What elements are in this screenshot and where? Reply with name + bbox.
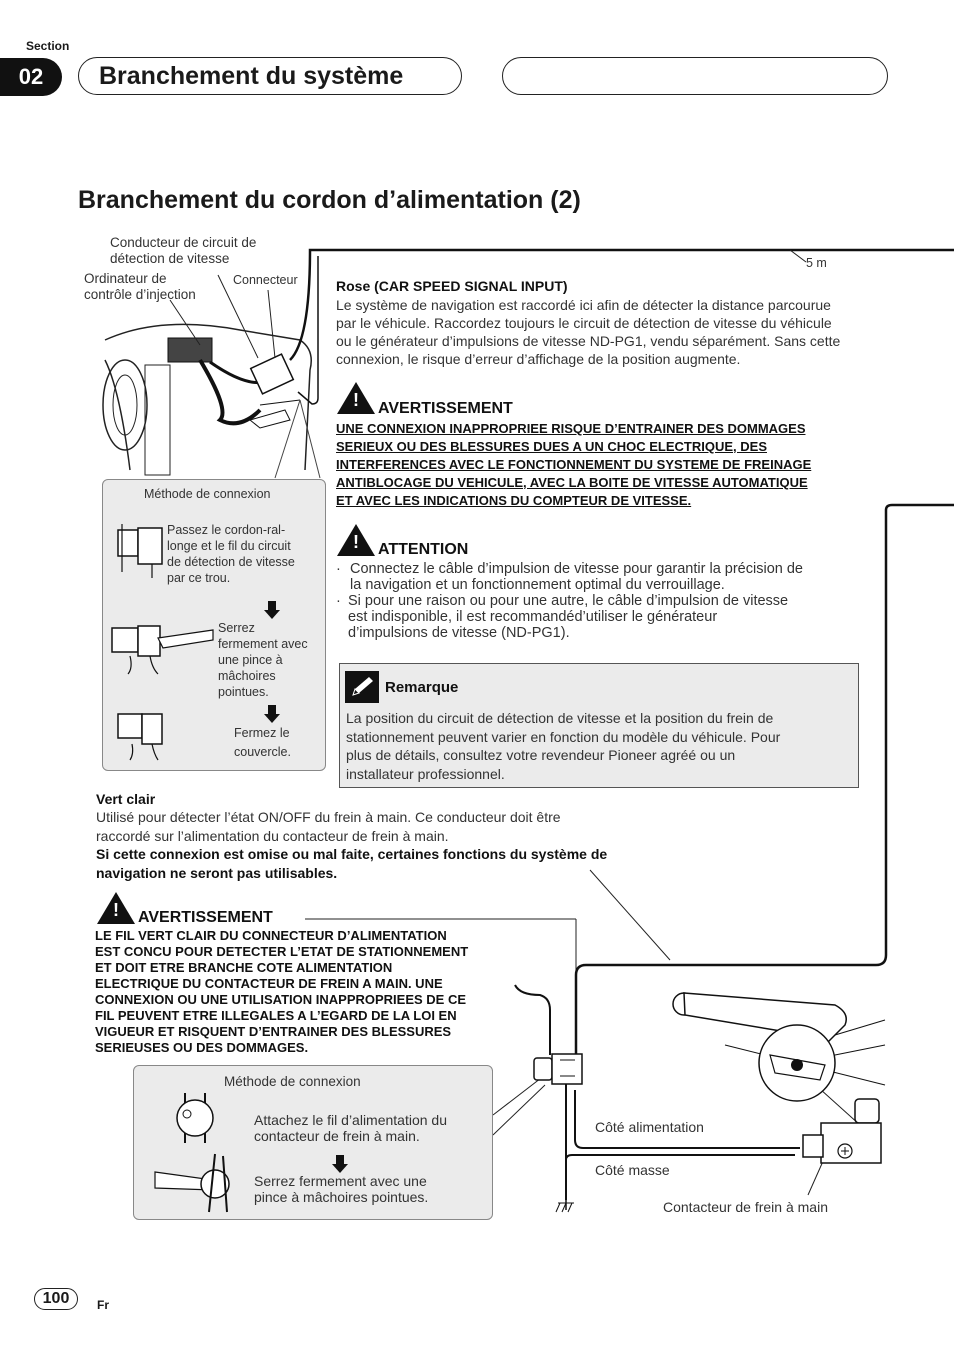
handbrake-illustration [665, 985, 895, 1095]
label-connector: Connecteur [233, 273, 298, 287]
page-number: 100 [34, 1288, 78, 1310]
step3-top-text: Fermez le couvercle. [234, 726, 291, 759]
language-code: Fr [97, 1298, 109, 1312]
wire-attach-illustration [165, 1088, 225, 1148]
warning2-title: AVERTISSEMENT [138, 909, 273, 926]
step2-top-text: Serrez fermement avec une pince à mâchoires pointues. [218, 621, 308, 699]
rose-title: Rose (CAR SPEED SIGNAL INPUT) [336, 278, 568, 294]
step1-bottom-text: Attachez le fil d’alimentation du contacteur de frein à main. [254, 1112, 447, 1144]
section-label: Section [26, 39, 70, 53]
section-number-badge: 02 [0, 58, 62, 96]
brake-switch-illustration [795, 1095, 890, 1170]
warning-triangle-icon: ! [97, 892, 135, 924]
vert-title: Vert clair [96, 791, 156, 807]
attention-title: ATTENTION [378, 541, 469, 558]
warning-triangle-icon: ! [337, 524, 375, 556]
crimp-illustration [153, 1152, 238, 1217]
label-handbrake-switch: Contacteur de frein à main [663, 1199, 828, 1215]
label-power-side: Côté alimentation [595, 1119, 704, 1135]
label-cable-length: 5 m [806, 256, 827, 270]
page-title: Branchement du cordon d’alimentation (2) [78, 186, 581, 214]
vert-description: Utilisé pour détecter l’état ON/OFF du frein à main. Ce conducteur doit être raccordé sur l’alimentation du contacteur de frein à main. Si cette connexion est omise ou mal faite, certaines fonctions du système de navigation ne seront pas utilisables. [96, 809, 608, 881]
warning-triangle-icon: ! [337, 382, 375, 414]
step2-bottom-text: Serrez fermement avec une pince à mâchoires pointues. [254, 1173, 429, 1205]
step1-top-text: Passez le cordon-ral- longe et le fil du circuit de détection de vitesse par ce trou. [167, 523, 295, 585]
label-injection-computer: Ordinateur de contrôle d’injection [84, 271, 196, 302]
section-title: Branchement du système [78, 57, 462, 95]
warning2-text: LE FIL VERT CLAIR DU CONNECTEUR D’ALIMENTATION EST CONCU POUR DETECTER L’ETAT DE STATIONNEMENT ET DOIT ETRE BRANCHE COTE ALIMENTATION ELECTRIQUE DU CONTACTEUR DE FREIN A MAIN. UNE CONNEXION OU UNE UTILISATION INAPPROPRIEES DE CE FIL PEUVENT ETRE ILLEGALES A L’EGARD DE LA LOI EN VIGUEUR ET RISQUENT D’ENTRAINER DES BLESSURES SERIEUSES OU DES DOMMAGES. [95, 928, 469, 1055]
connector-clip-illustration [530, 1050, 590, 1095]
attention-list: · Connectez le câble d’impulsion de vitesse pour garantir la précision de la navigation et un fonctionnement optimal du verrouillage. · Si pour une raison ou pour une autre, le câble d’impulsion de vitesse est indisponible, il est recommandéd’utiliser le générateur d’impulsions de vitesse (ND-PG1). [336, 561, 803, 641]
method-title-bottom: Méthode de connexion [224, 1074, 361, 1089]
remarque-text: La position du circuit de détection de vitesse et la position du frein de stationnement peuvent varier en fonction du modèle du véhicule. Pour plus de détails, consultez votre revendeur Pioneer agréé ou un installateur professionnel. [346, 710, 781, 782]
label-ground-side: Côté masse [595, 1162, 670, 1178]
label-speed-circuit: Conducteur de circuit de détection de vitesse [110, 235, 257, 266]
rose-description: Le système de navigation est raccordé ici afin de détecter la distance parcourue par le véhicule. Raccordez toujours le circuit de détection de vitesse du véhicule ou le générateur d’impulsions de vitesse ND-PG1, vendu séparément. Sans cette connexion, le risque d’erreur d’affichage de la position augmente. [336, 297, 841, 367]
remarque-title: Remarque [385, 679, 459, 696]
arrow-down-icon [332, 1155, 348, 1173]
method-title-top: Méthode de connexion [144, 487, 271, 501]
warning1-text: UNE CONNEXION INAPPROPRIEE RISQUE D’ENTRAINER DES DOMMAGES SERIEUX OU DES BLESSURES DUES A UN CHOC ELECTRIQUE, DES INTERFERENCES AVEC LE FONCTIONNEMENT DU SYSTEME DE FREINAGE ANTIBLOCAGE DU VEHICULE, AVEC LA BOITE DE VITESSE AUTOMATIQUE ET AVEC LES INDICATIONS DU COMPTEUR DE VITESSE. [336, 421, 812, 508]
warning1-title: AVERTISSEMENT [378, 400, 513, 417]
